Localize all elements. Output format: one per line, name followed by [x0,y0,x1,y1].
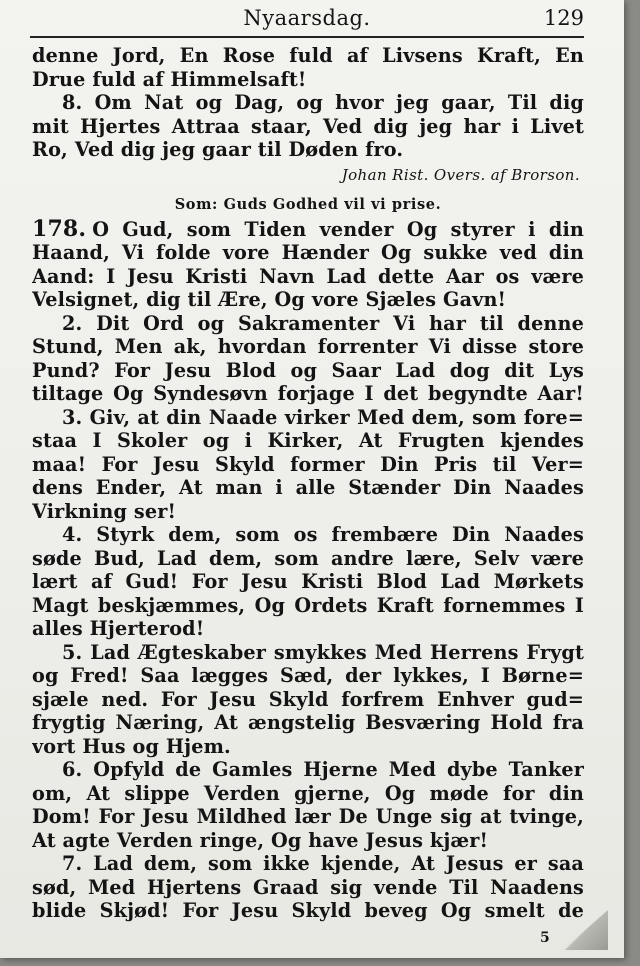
text-line: dens Ender, At man i alle Stænder Din Naades [32,476,584,499]
text-line: søde Bud, Lad dem, som andre lære, Selv være [32,546,584,570]
text-line: 5. Lad Ægteskaber smykkes Med Herrens Frygt [62,640,584,664]
text-line: Pund? For Jesu Blod og Saar Lad dog dit Lys [32,358,584,382]
hymn-number: 178. [32,217,87,241]
text-line: Dom! For Jesu Mildhed lær De Unge sig at tvinge, [32,805,584,828]
text-line: Velsignet, dig til Ære, Og vore Sjæles Gavn! [32,288,507,311]
text-line: Magt beskjæmmes, Og Ordets Kraft fornemmes I [32,593,584,617]
text-line: Drue fuld af Himmelsaft! [32,67,307,91]
text-line: 4. Styrk dem, som os frembære Din Naades [62,523,584,546]
text-line: vort Hus og Hjem. [32,734,231,758]
text-line: lært af Gud! For Jesu Kristi Blod Lad Mørkets [32,570,584,593]
signature-mark: 5 [540,930,550,946]
page-number: 129 [543,6,584,30]
text-line: 8. Om Nat og Dag, og hvor jeg gaar, Til dig [62,91,584,114]
text-line: tiltage Og Syndesøvn forjage I det begyndte Aar! [32,382,584,405]
page-header [30,2,584,38]
text-line: 6. Opfyld de Gamles Hjerne Med dybe Tanker [62,758,584,781]
continuation-text [32,44,584,91]
page-body [32,44,584,923]
running-title: Nyaarsdag. [243,6,371,30]
text-line: Aand: I Jesu Kristi Navn Lad dette Aar os være [32,264,584,288]
text-line: denne Jord, En Rose fuld af Livsens Kraft, En [32,44,584,67]
hymn-first-line [32,218,584,242]
text-line: maa! For Jesu Skyld former Din Pris til Ver= [32,452,584,476]
text-line: Virkning ser! [32,499,177,523]
text-line: blide Skjød! For Jesu Skyld beveg Og smelt de [32,899,584,922]
text-line: alles Hjerterod! [32,617,205,640]
text-line: om, At slippe Verden gjerne, Og møde for din [32,781,584,805]
text-line: staa I Skoler og i Kirker, At Frugten kjendes [32,429,584,452]
text-line: Stund, Men ak, hvordan forrenter Vi disse store [32,335,584,358]
text-line: frygtig Næring, At ængstelig Besværing Hold fra [32,711,584,734]
text-line: og Fred! Saa lægges Sæd, der lykkes, I Børne= [32,664,584,687]
text-line: Ro, Ved dig jeg gaar til Døden fro. [32,138,404,161]
text-line: 3. Giv, at din Naade virker Med dem, som fore= [62,405,584,429]
text-line: sjæle ned. For Jesu Skyld forfrem Enhver gud= [32,687,584,711]
text-line: At agte Verden ringe, Og have Jesus kjær! [32,828,489,852]
text-line: 2. Dit Ord og Sakramenter Vi har til denne [62,311,584,335]
text-line: sød, Med Hjertens Graad sig vende Til Naadens [32,875,584,899]
verse-8 [32,91,584,162]
hymn-178 [32,218,584,923]
hymn-attribution: Johan Rist. Overs. af Brorson. [341,165,580,184]
text-line: Haand, Vi folde vore Hænder Og sukke ved din [32,241,584,264]
text-line: 7. Lad dem, som ikke kjende, At Jesus er saa [62,852,584,875]
text-line: O Gud, som Tiden vender Og styrer i din [92,217,584,241]
text-line: mit Hjertes Attraa staar, Ved dig jeg har i Livet [32,114,584,138]
melody-reference: Som: Guds Godhed vil vi prise. [174,195,442,213]
